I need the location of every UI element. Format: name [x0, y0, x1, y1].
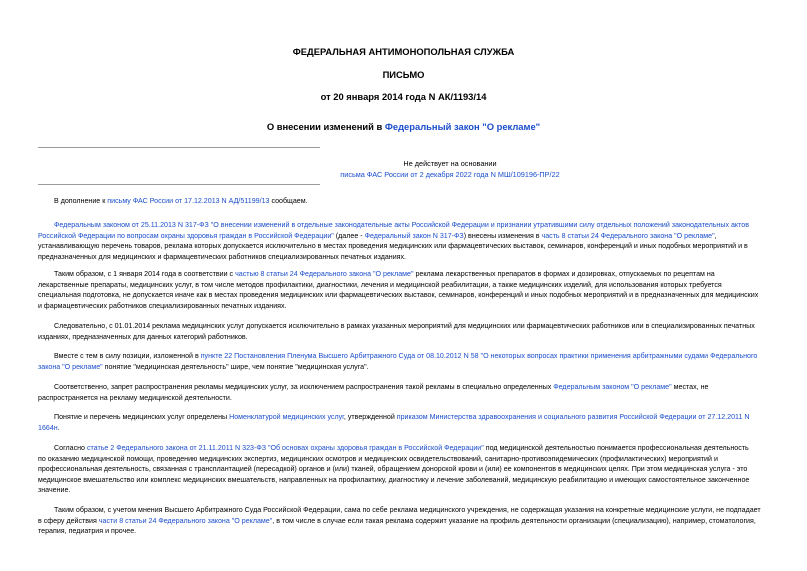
paragraph-3 — [38, 269, 768, 311]
text-line: предназначенных для медицинских и фармацевтических работников специализированных печатных изданиях. — [38, 252, 407, 261]
text-line: распространяется на рекламу медицинской деятельности. — [38, 393, 232, 402]
paragraph-2 — [38, 220, 768, 262]
text: , утвержденной — [343, 413, 397, 421]
paragraph-5 — [38, 351, 768, 372]
text: местах, не — [671, 383, 709, 391]
paragraph-9 — [38, 505, 768, 537]
status-note-link[interactable]: письма ФАС России от 2 декабря 2022 года N МШ/109196-ПР/22 — [340, 170, 560, 179]
status-note — [250, 158, 650, 180]
agency-title: ФЕДЕРАЛЬНАЯ АНТИМОНОПОЛЬНАЯ СЛУЖБА — [292, 46, 515, 57]
paragraph-4 — [38, 321, 768, 342]
text-line: Следовательно, с 01.01.2014 реклама медицинских услуг допускается исключительно в рамках указанных мероприятий для медицинских или фармацевтических работников или в специализированных печатных — [54, 322, 755, 330]
text: . — [57, 423, 60, 432]
text-line: и фармацевтических работников специализированных печатных изданиях. — [38, 301, 287, 310]
plenum-resolution-link[interactable]: пункте 22 Постановления Пленума Высшего Арбитражного Суда от 08.10.2012 N 58 "О некоторых вопросах практики применения арбитражными судами Федерального — [200, 352, 758, 360]
paragraph-7 — [38, 412, 768, 433]
text-line: профессиональная деятельность, связанная с трансплантацией (пересадкой) органов и (или) тканей, обращением донорской крови и (или) ее компонентов в медицинских целях. При этом медицинская услуга - это — [38, 465, 748, 474]
subject-prefix: О внесении изменений в — [266, 121, 385, 132]
advertising-law-link[interactable]: Федеральным законом "О рекламе" — [553, 383, 672, 391]
text: В дополнение к — [54, 197, 108, 205]
article-24-link-3[interactable]: части 8 статьи 24 Федерального закона "О рекламе" — [98, 516, 273, 525]
paragraph-8 — [38, 443, 768, 496]
status-note-line1: Не действует на основании — [403, 159, 497, 168]
text: , — [714, 231, 717, 240]
article-24-link-2[interactable]: частью 8 статьи 24 Федерального закона "О рекламе" — [235, 270, 414, 278]
fas-letter-link[interactable]: письму ФАС России от 17.12.2013 N АД/51199/13 — [107, 197, 270, 205]
text: Таким образом, с 1 января 2014 года в соответствии с — [54, 270, 236, 278]
text-line: Таким образом, с учетом мнения Высшего Арбитражного Суда Российской Федерации, сама по себе реклама медицинского учреждения, не содержащая указания на конкретные медицинские услуги, не подпадает — [54, 506, 761, 514]
text: Согласно — [54, 444, 87, 452]
paragraph-6 — [38, 382, 768, 403]
ministry-order-link-cont[interactable]: 1664н — [38, 423, 58, 432]
text-line: устанавливающую перечень товаров, реклама которых допускается исключительно в местах проведения медицинских или фармацевтических выставок, семинаров, конференций и иных подобных мероприятий и в — [38, 242, 748, 251]
law-317-link-cont[interactable]: Российской Федерации по вопросам охраны здоровья граждан в Российской Федерации" — [38, 231, 334, 240]
divider-bottom — [38, 184, 320, 185]
article-24-link[interactable]: часть 8 статьи 24 Федерального закона "О рекламе" — [541, 231, 715, 240]
text: реклама лекарственных препаратов в формах и дозировках, отпускаемых по рецептам на — [413, 270, 715, 278]
text-line: медицинское вмешательство или комплекс медицинских вмешательств, направленных на профилактику, диагностику и лечение заболеваний, медицинскую реабилитацию и имеющих самостоятельное законченное — [38, 475, 750, 484]
text-line: изданиях, предназначенных для данных категорий работников. — [38, 332, 248, 341]
text: , в том числе в случае если такая реклама содержит указание на профиль деятельности организации (специализацию), например, стоматология, — [272, 516, 756, 525]
text: Вместе с тем в силу позиции, изложенной в — [54, 352, 201, 360]
text: ) внесены изменения в — [463, 231, 542, 240]
nomenclature-link[interactable]: Номенклатурой медицинских услуг — [229, 413, 344, 421]
law-317-short-link[interactable]: Федеральный закон N 317-ФЗ — [364, 231, 464, 240]
divider-top — [38, 147, 320, 148]
text: понятие "медицинская деятельность" шире, чем понятие "медицинская услуга". — [102, 362, 369, 371]
document-subject — [0, 121, 807, 132]
text-line: по оказанию медицинской помощи, проведению медицинских экспертиз, медицинских осмотров и медицинских освидетельствований, санитарно-противоэпидемических (профилактических) мероприятий и — [38, 454, 718, 463]
text-line: значение. — [38, 486, 71, 495]
text: Понятие и перечень медицинских услуг определены — [54, 413, 230, 421]
law-323-link[interactable]: статье 2 Федерального закона от 21.11.2011 N 323-ФЗ "Об основах охраны здоровья граждан в Российской Федерации" — [86, 444, 484, 452]
subject-law-link[interactable]: Федеральный закон "О рекламе" — [384, 121, 541, 132]
text: Соответственно, запрет распространения рекламы медицинских услуг, за исключением распространения такой рекламы в специально определенных — [54, 383, 554, 391]
document-date-number: от 20 января 2014 года N АК/1193/14 — [320, 91, 487, 102]
text: под медицинской деятельностью понимается профессиональная деятельность — [483, 444, 749, 452]
document-type: ПИСЬМО — [382, 69, 425, 80]
text: в сферу действия — [38, 516, 99, 525]
ministry-order-link[interactable]: приказом Министерства здравоохранения и социального развития Российской Федерации от 27.12.2011 N — [396, 413, 750, 421]
paragraph-1 — [38, 196, 768, 207]
law-317-link[interactable]: Федеральным законом от 25.11.2013 N 317-ФЗ "О внесении изменений в отдельные законодательные акты Российской Федерации и признании утратившими силу отдельных положений законодательных актов — [54, 221, 749, 229]
text-line: лекарственные препараты, медицинских услуг, в том числе методов профилактики, диагностики, лечения и медицинской реабилитации, а также медицинских изделий, для использования которых требуется — [38, 280, 722, 289]
text: сообщаем. — [269, 197, 308, 205]
text-line: терапия, педиатрия и прочее. — [38, 527, 137, 536]
plenum-resolution-link-cont[interactable]: закона "О рекламе" — [38, 362, 103, 371]
text: (далее - — [333, 231, 365, 240]
text-line: специальная подготовка, не допускается иначе как в местах проведения медицинских или фармацевтических выставок, семинаров, конференций и иных подобных мероприятий и в предназначенных для медицинских — [38, 291, 759, 300]
